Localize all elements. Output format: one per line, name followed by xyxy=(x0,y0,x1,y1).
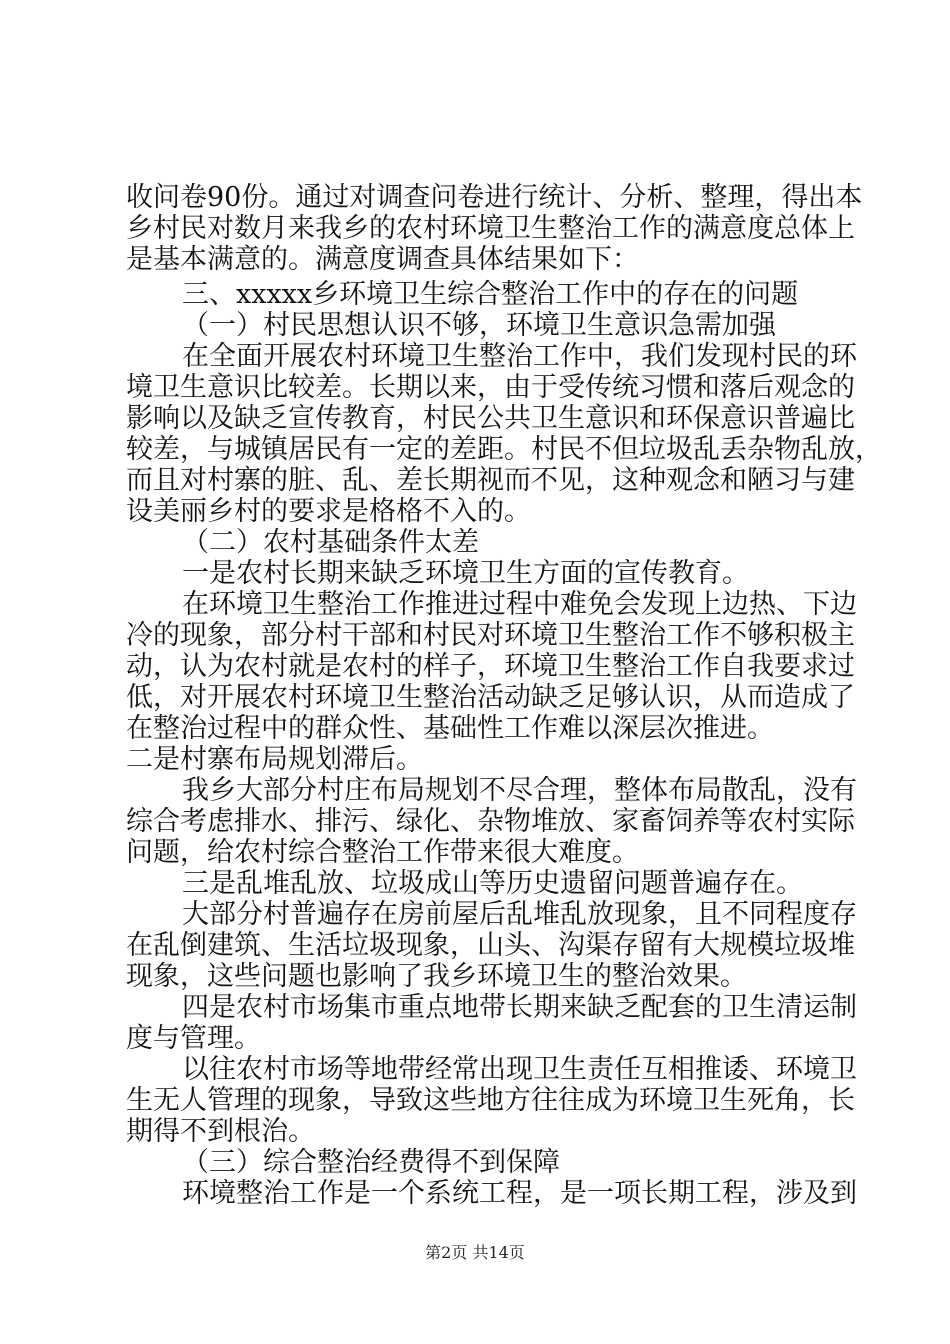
body-line: 在整治过程中的群众性、基础性工作难以深层次推进。 xyxy=(126,713,774,744)
body-line: 低，对开展农村环境卫生整治活动缺乏足够认识，从而造成了 xyxy=(126,682,855,713)
body-line: 冷的现象，部分村干部和村民对环境卫生整治工作不够积极主 xyxy=(126,620,855,651)
body-line: 大部分村普遍存在房前屋后乱堆乱放现象，且不同程度存 xyxy=(182,899,857,930)
body-line: 设美丽乡村的要求是格格不入的。 xyxy=(126,496,531,527)
body-line: 较差，与城镇居民有一定的差距。村民不但垃圾乱丢杂物乱放， xyxy=(126,434,882,465)
page-footer: 第2页 共14页 xyxy=(425,1243,525,1262)
body-line: 环境整治工作是一个系统工程，是一项长期工程，涉及到 xyxy=(182,1178,857,1209)
body-line: 综合考虑排水、排污、绿化、杂物堆放、家畜饲养等农村实际 xyxy=(126,806,855,837)
body-line: 现象，这些问题也影响了我乡环境卫生的整治效果。 xyxy=(126,961,747,992)
point-heading: 一是农村长期来缺乏环境卫生方面的宣传教育。 xyxy=(182,558,749,589)
point-heading: 度与管理。 xyxy=(126,1023,261,1054)
section-heading: 三、xxxxx乡环境卫生综合整治工作中的存在的问题 xyxy=(182,279,799,310)
body-line: 问题，给农村综合整治工作带来很大难度。 xyxy=(126,837,639,868)
body-line: 动，认为农村就是农村的样子，环境卫生整治工作自我要求过 xyxy=(126,651,855,682)
body-line: 期得不到根治。 xyxy=(126,1116,315,1147)
body-line: 在乱倒建筑、生活垃圾现象，山头、沟渠存留有大规模垃圾堆 xyxy=(126,930,855,961)
body-line: 是基本满意的。满意度调查具体结果如下： xyxy=(126,244,639,275)
body-line: 在环境卫生整治工作推进过程中难免会发现上边热、下边 xyxy=(182,589,857,620)
body-line: 收问卷90份。通过对调查问卷进行统计、分析、整理，得出本 xyxy=(126,182,863,213)
subsection-heading: （三）综合整治经费得不到保障 xyxy=(182,1147,560,1178)
body-line: 我乡大部分村庄布局规划不尽合理，整体布局散乱，没有 xyxy=(182,775,857,806)
body-line: 乡村民对数月来我乡的农村环境卫生整治工作的满意度总体上 xyxy=(126,213,855,244)
body-line: 影响以及缺乏宣传教育，村民公共卫生意识和环保意识普遍比 xyxy=(126,403,855,434)
body-line: 在全面开展农村环境卫生整治工作中，我们发现村民的环 xyxy=(182,341,857,372)
point-heading: 三是乱堆乱放、垃圾成山等历史遗留问题普遍存在。 xyxy=(182,868,803,899)
body-line: 以往农村市场等地带经常出现卫生责任互相推诿、环境卫 xyxy=(182,1054,857,1085)
subsection-heading: （一）村民思想认识不够，环境卫生意识急需加强 xyxy=(182,310,776,341)
body-line: 而且对村寨的脏、乱、差长期视而不见，这种观念和陋习与建 xyxy=(126,465,855,496)
body-line: 生无人管理的现象，导致这些地方往往成为环境卫生死角，长 xyxy=(126,1085,855,1116)
subsection-heading: （二）农村基础条件太差 xyxy=(182,527,479,558)
point-heading: 四是农村市场集市重点地带长期来缺乏配套的卫生清运制 xyxy=(182,992,857,1023)
body-line: 境卫生意识比较差。长期以来，由于受传统习惯和落后观念的 xyxy=(126,372,855,403)
point-heading: 二是村寨布局规划滞后。 xyxy=(126,744,423,775)
